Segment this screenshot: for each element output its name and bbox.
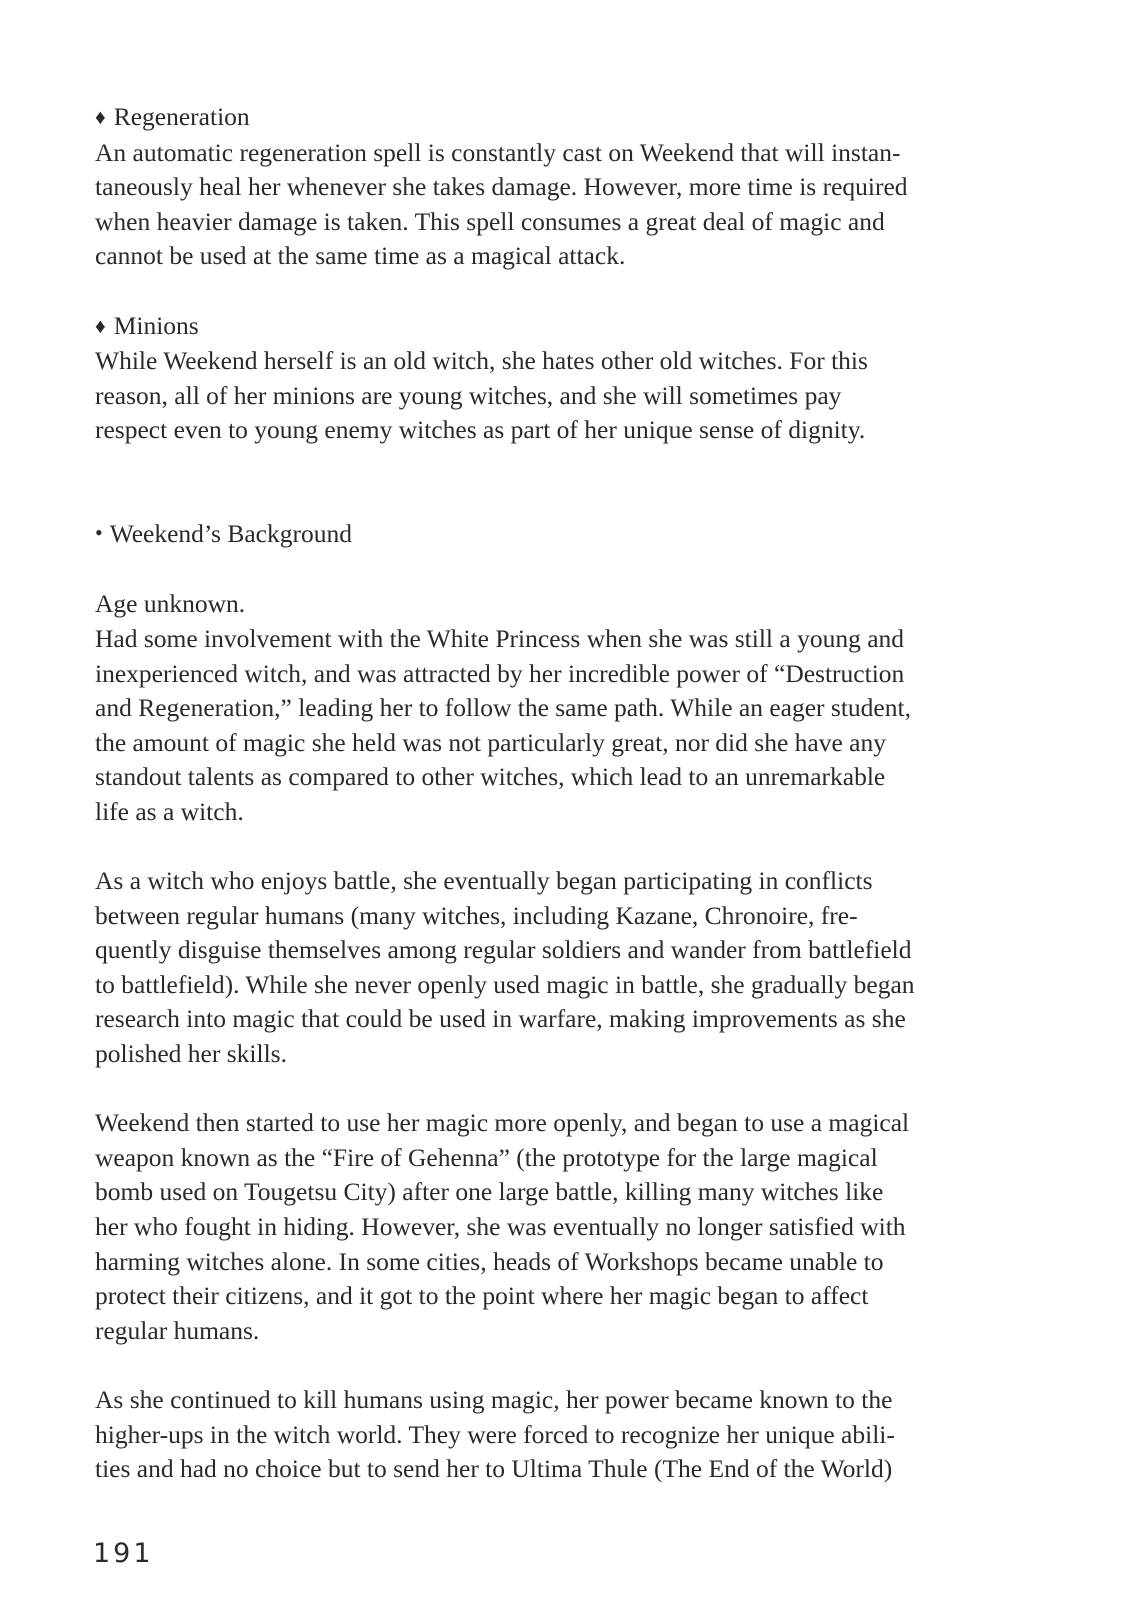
text-line: bomb used on Tougetsu City) after one large battle, killing many witches like bbox=[95, 1177, 884, 1207]
text-line: to battlefield). While she never openly used magic in battle, she gradually began bbox=[95, 969, 915, 999]
text-line: An automatic regeneration spell is constantly cast on Weekend that will instan- bbox=[95, 137, 901, 167]
text-line: reason, all of her minions are young witches, and she will sometimes pay bbox=[95, 380, 842, 410]
paragraph bbox=[95, 1383, 1055, 1487]
text-line: Weekend then started to use her magic more openly, and began to use a magical bbox=[95, 1108, 910, 1138]
paragraph bbox=[95, 1106, 1055, 1348]
text-line: harming witches alone. In some cities, heads of Workshops became unable to bbox=[95, 1246, 884, 1276]
text-line: research into magic that could be used in warfare, making improvements as she bbox=[95, 1004, 906, 1034]
paragraph bbox=[95, 587, 1055, 829]
text-line: standout talents as compared to other witches, which lead to an unremarkable bbox=[95, 762, 886, 792]
text-line: As she continued to kill humans using magic, her power became known to the bbox=[95, 1384, 893, 1414]
text-line: taneously heal her whenever she takes damage. However, more time is required bbox=[95, 172, 908, 202]
text-line: regular humans. bbox=[95, 1315, 260, 1345]
text-line: As a witch who enjoys battle, she eventually began participating in conflicts bbox=[95, 866, 873, 896]
text-line: cannot be used at the same time as a magical attack. bbox=[95, 241, 626, 271]
text-line: respect even to young enemy witches as part of her unique sense of dignity. bbox=[95, 415, 866, 445]
text-line: when heavier damage is taken. This spell consumes a great deal of magic and bbox=[95, 206, 885, 236]
diamond-bullet-icon: ♦ bbox=[95, 313, 106, 338]
text-line: polished her skills. bbox=[95, 1039, 287, 1069]
text-line: While Weekend herself is an old witch, she hates other old witches. For this bbox=[95, 346, 868, 376]
text-line: protect their citizens, and it got to the point where her magic began to affect bbox=[95, 1281, 869, 1311]
text-line: inexperienced witch, and was attracted by her incredible power of “Destruction bbox=[95, 658, 905, 688]
text-line: Had some involvement with the White Princess when she was still a young and bbox=[95, 623, 905, 653]
text-line: between regular humans (many witches, including Kazane, Chronoire, fre- bbox=[95, 900, 858, 930]
text-line: Age unknown. bbox=[95, 589, 246, 619]
page-number: 191 bbox=[93, 1538, 154, 1569]
heading-text: Minions bbox=[113, 310, 199, 340]
heading-text: Weekend’s Background bbox=[109, 519, 352, 549]
dot-bullet-icon: • bbox=[95, 520, 103, 546]
section-heading-minions bbox=[95, 309, 1055, 345]
text-line: weapon known as the “Fire of Gehenna” (the prototype for the large magical bbox=[95, 1142, 878, 1172]
page-body bbox=[95, 100, 1055, 1487]
heading-text: Regeneration bbox=[113, 102, 250, 131]
paragraph bbox=[95, 344, 1055, 448]
section-heading-background bbox=[95, 517, 1055, 553]
text-line: her who fought in hiding. However, she was eventually no longer satisfied with bbox=[95, 1212, 906, 1241]
section-heading-regeneration bbox=[95, 100, 1055, 136]
text-line: life as a witch. bbox=[95, 796, 244, 826]
text-line: and Regeneration,” leading her to follow the same path. While an eager student, bbox=[95, 693, 911, 723]
paragraph bbox=[95, 136, 1055, 274]
text-line: the amount of magic she held was not particularly great, nor did she have any bbox=[95, 727, 886, 757]
text-line: ties and had no choice but to send her to Ultima Thule (The End of the World) bbox=[95, 1454, 893, 1484]
diamond-bullet-icon: ♦ bbox=[95, 105, 106, 129]
paragraph bbox=[95, 864, 1055, 1072]
text-line: higher-ups in the witch world. They were forced to recognize her unique abili- bbox=[95, 1419, 895, 1449]
text-line: quently disguise themselves among regular soldiers and wander from battlefield bbox=[95, 935, 912, 965]
